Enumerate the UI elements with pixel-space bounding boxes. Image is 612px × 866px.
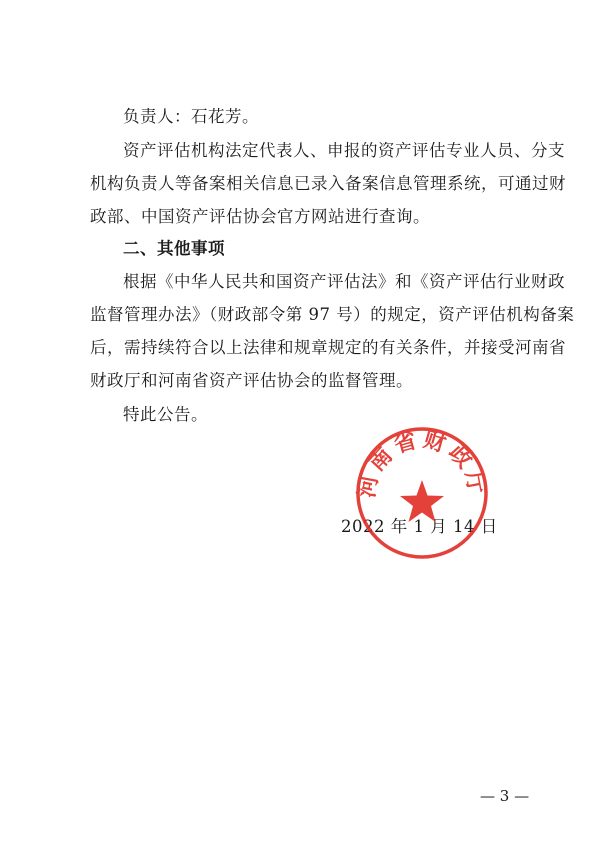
section-heading: 二、其他事项 <box>123 239 225 258</box>
paragraph-line: 根据《中华人民共和国资产评估法》和《资产评估行业财政 <box>123 272 565 291</box>
responsible-person-line: 负责人：石花芳。 <box>123 107 259 126</box>
paragraph-line: 资产评估机构法定代表人、申报的资产评估专业人员、分支 <box>123 141 565 160</box>
paragraph-line: 政部、中国资产评估协会官方网站进行查询。 <box>90 207 430 226</box>
page-number: — 3 — <box>480 787 530 805</box>
issue-date: 2022 年 1 月 14 日 <box>341 517 498 536</box>
paragraph-line: 财政厅和河南省资产评估协会的监督管理。 <box>90 371 413 390</box>
paragraph-line: 监督管理办法》（财政部令第 97 号）的规定，资产评估机构备案 <box>90 305 575 324</box>
paragraph-line: 后，需持续符合以上法律和规章规定的有关条件，并接受河南省 <box>90 338 566 357</box>
official-seal-icon <box>353 424 491 562</box>
seal-text: 河南省财政厅 <box>354 427 490 500</box>
closing-line: 特此公告。 <box>123 405 208 424</box>
paragraph-line: 机构负责人等备案相关信息已录入备案信息管理系统，可通过财 <box>90 174 566 193</box>
